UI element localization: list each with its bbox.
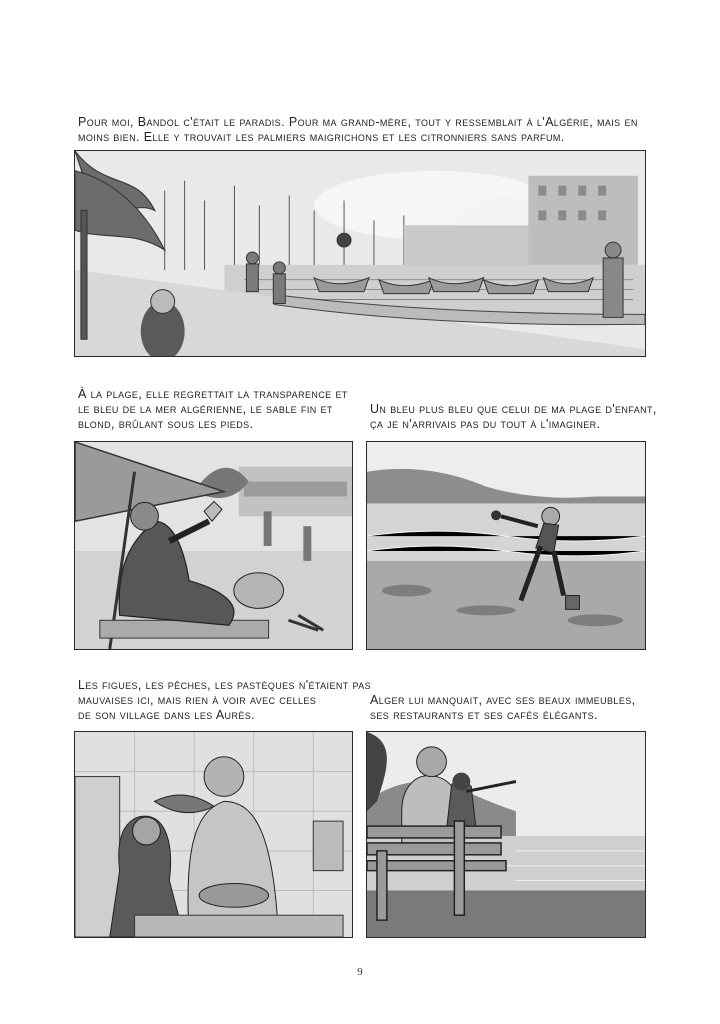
- page-number: 9: [357, 966, 363, 978]
- beach-grandmother-illustration: [75, 442, 352, 649]
- panel-harbor: [74, 150, 646, 357]
- caption-5: [370, 693, 636, 723]
- bench-sea-illustration: [367, 732, 645, 937]
- caption-3-line-2: ça je n'arrivais pas du tout à l'imaginer.: [370, 417, 601, 431]
- caption-2-line-3: blond, brûlant sous les pieds.: [78, 417, 254, 431]
- caption-1-line-2: moins bien. Elle y trouvait les palmiers maigrichons et les citronniers sans parfum.: [78, 130, 565, 144]
- caption-4-line-3: de son village dans les Aurès.: [78, 708, 256, 722]
- panel-kitchen: [74, 731, 353, 938]
- panel-beach-grandmother: [74, 441, 353, 650]
- panel-bench-sea: [366, 731, 646, 938]
- caption-2-line-2: le bleu de la mer algérienne, le sable fin et: [78, 402, 333, 416]
- caption-3-line-1: Un bleu plus bleu que celui de ma plage d'enfant,: [370, 402, 657, 416]
- caption-4-line-1: Les figues, les pêches, les pastèques n'étaient pas: [78, 678, 372, 692]
- kitchen-illustration: [75, 732, 352, 937]
- caption-1: [78, 115, 638, 145]
- caption-4-line-2: mauvaises ici, mais rien à voir avec celles: [78, 693, 317, 707]
- caption-2: [78, 387, 348, 432]
- caption-5-line-1: Alger lui manquait, avec ses beaux immeubles,: [370, 693, 636, 707]
- panel-girl-sea: [366, 441, 646, 650]
- harbor-illustration: [75, 151, 645, 356]
- caption-1-line-1: Pour moi, Bandol c'était le paradis. Pour ma grand-mère, tout y ressemblait à l'Algérie, mais en: [78, 115, 638, 129]
- caption-5-line-2: ses restaurants et ses cafés élégants.: [370, 708, 598, 722]
- girl-sea-illustration: [367, 442, 645, 649]
- caption-2-line-1: À la plage, elle regrettait la transparence et: [78, 387, 348, 401]
- caption-4: [78, 678, 371, 723]
- caption-3: [370, 402, 657, 432]
